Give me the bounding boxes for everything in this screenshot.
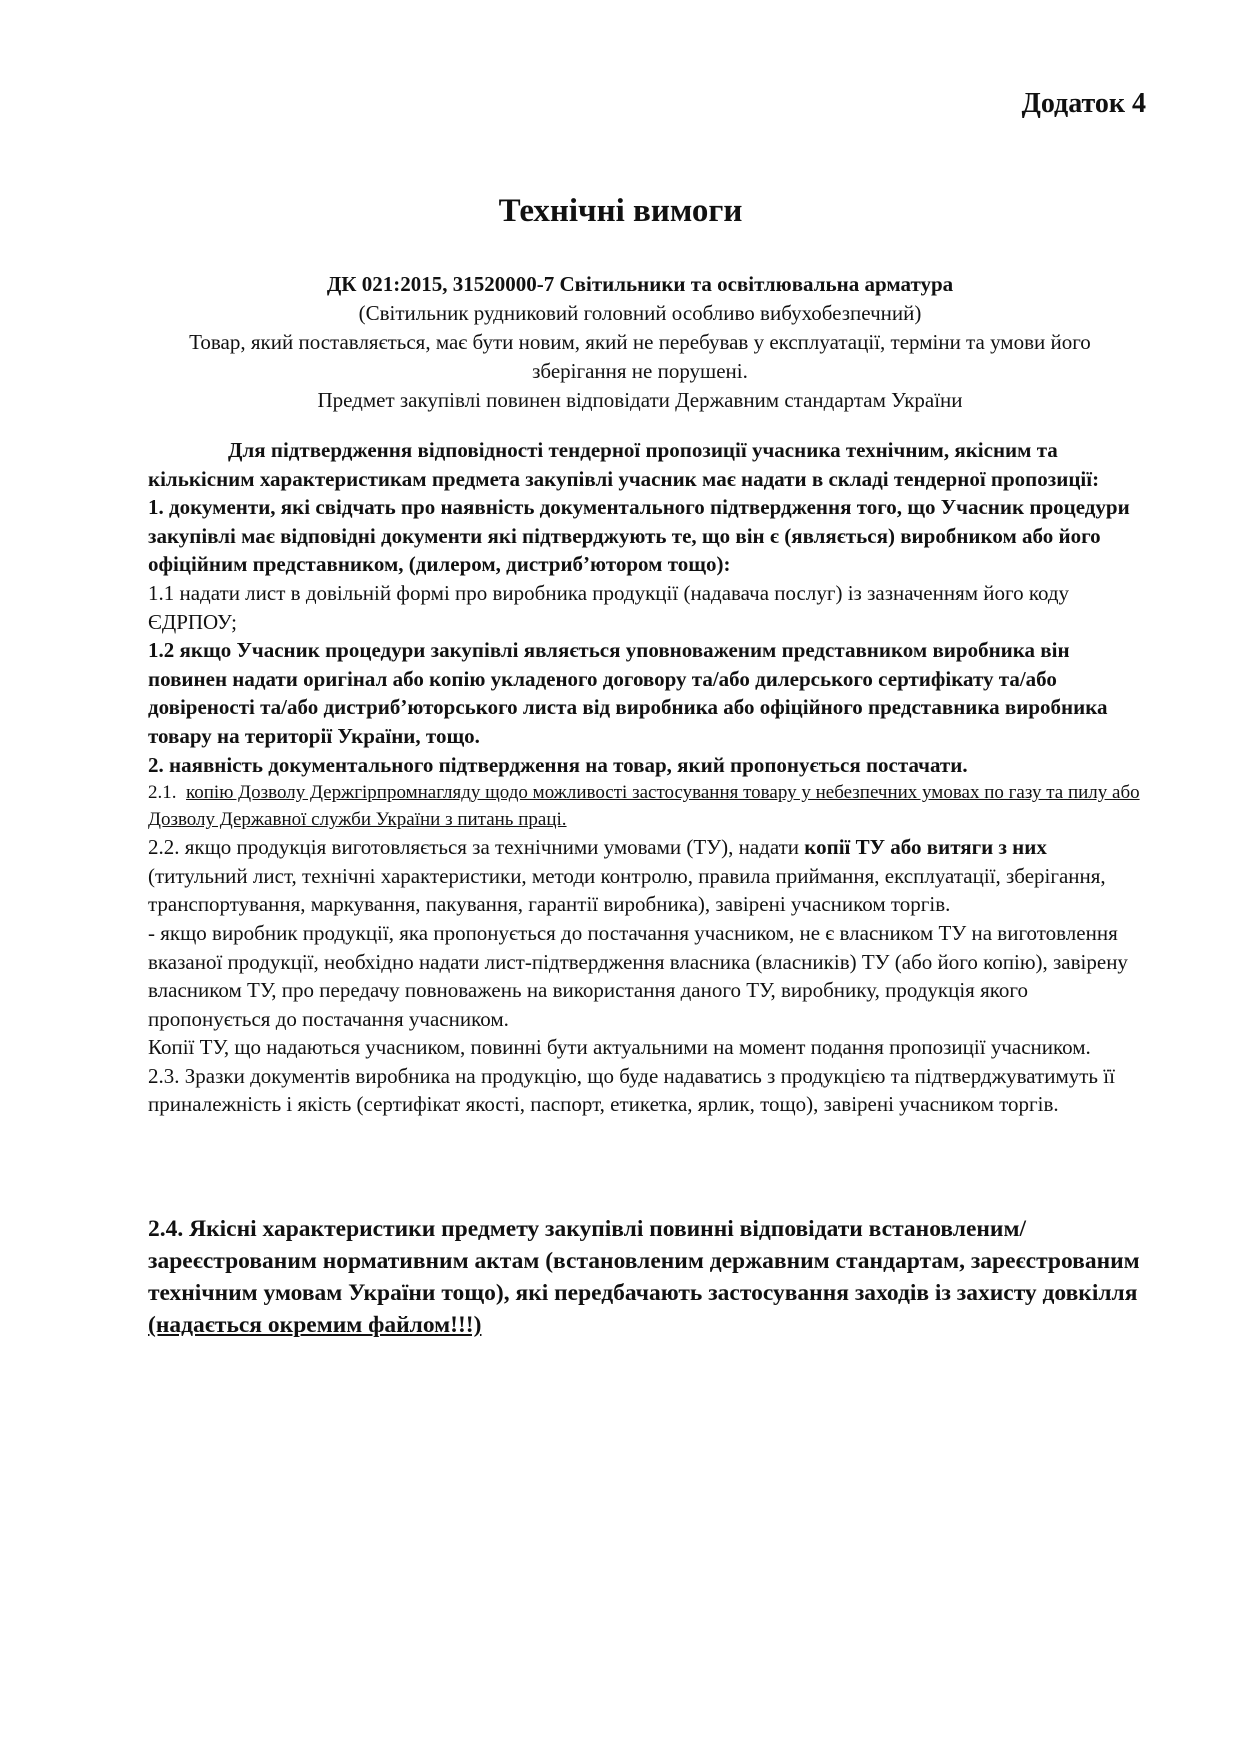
requirements-body xyxy=(148,436,1148,1119)
paragraph-2-1 xyxy=(148,779,1148,833)
paragraph-2-3: 2.3. Зразки документів виробника на продукцію, що буде надаватись з продукцією та підтверджуватимуть її приналежність і якість (сертифікат якості, паспорт, етикетка, ярлик, тощо), завірені учасником торгів. xyxy=(148,1063,1115,1117)
paragraph-2: 2. наявність документального підтвердження на товар, який пропонується постачати. xyxy=(148,752,968,777)
separate-file-note: (надається окремим файлом!!!) xyxy=(148,1312,482,1338)
paragraph-2-2-bold: копії ТУ або витяги з них xyxy=(804,835,1047,860)
condition-line-1: Товар, який поставляється, має бути новим, який не перебував у експлуатації, терміни та умови його xyxy=(189,330,1091,354)
paragraph-1-2: 1.2 якщо Учасник процедури закупівлі являється уповноваженим представником виробника він повинен надати оригінал або копію укладеного договору та/або дилерського сертифікату та/або довіреності та/або дистриб’юторського листа від виробника або офіційного представника виробника товару на території України, тощо. xyxy=(148,638,1108,748)
paragraph-2-2-copies: Копії ТУ, що надаються учасником, повинні бути актуальними на момент подання пропозиції учасником. xyxy=(148,1035,1091,1060)
annex-label: Додаток 4 xyxy=(1021,88,1146,119)
paragraph-2-1-number: 2.1. xyxy=(148,782,177,804)
paragraph-2-2-dash: - якщо виробник продукції, яка пропонується до постачання учасником, не є власником ТУ на виготовлення вказаної продукції, необхідно надати лист-підтвердження власника (власників) ТУ (або його копію), завірену власником ТУ, про передачу повноважень на використання даного ТУ, виробнику, продукція якого пропонується до постачання учасником. xyxy=(148,920,1128,1031)
page-title: Технічні вимоги xyxy=(498,193,743,229)
paragraph-1: 1. документи, які свідчать про наявність документального підтвердження того, що Учасник процедури закупівлі має відповідні документи які підтверджують те, що він є (являється) виробником або його офіційним представником, (дилером, дистриб’ютором тощо): xyxy=(148,495,1130,577)
paragraph-2-4-text: 2.4. Якісні характеристики предмету закупівлі повинні відповідати встановленим/зареєстрованим нормативним актам (встановленим державним стандартам, зареєстрованим технічним умовам України тощо), які передбачають застосування заходів із захисту довкілля xyxy=(148,1216,1140,1306)
subject-item-line: (Світильник рудниковий головний особливо вибухобезпечний) xyxy=(358,301,922,325)
condition-line-2: зберігання не порушені. xyxy=(532,359,748,383)
standard-line: Предмет закупівлі повинен відповідати Державним стандартам України xyxy=(317,388,963,412)
intro-paragraph: Для підтвердження відповідності тендерної пропозиції учасника технічним, якісним та кількісним характеристикам предмета закупівлі учасник має надати в складі тендерної пропозиції: xyxy=(148,438,1100,491)
paragraph-2-1-text: копію Дозволу Держгірпромнагляду щодо можливості застосування товару у небезпечних умовах по газу та пилу або Дозволу Державної служби України з питань праці. xyxy=(148,782,1140,831)
paragraph-2-2-start: 2.2. якщо продукція виготовляється за технічними умовами (ТУ), надати xyxy=(148,835,805,860)
paragraph-1-1: 1.1 надати лист в довільній формі про виробника продукції (надавача послуг) із зазначенням його коду ЄДРПОУ; xyxy=(148,580,1070,634)
subject-block xyxy=(140,270,1140,415)
subject-code-line: ДК 021:2015, 31520000-7 Світильники та освітлювальна арматура xyxy=(326,272,954,296)
paragraph-2-2-end: (титульний лист, технічні характеристики, методи контролю, правила приймання, експлуатації, зберігання, транспортування, маркування, пакування, гарантії виробника), завірені учасником торгів. xyxy=(148,863,1106,917)
final-section xyxy=(148,1213,1148,1341)
paragraph-2-2 xyxy=(148,833,1148,919)
paragraph-2-4 xyxy=(148,1213,1148,1341)
